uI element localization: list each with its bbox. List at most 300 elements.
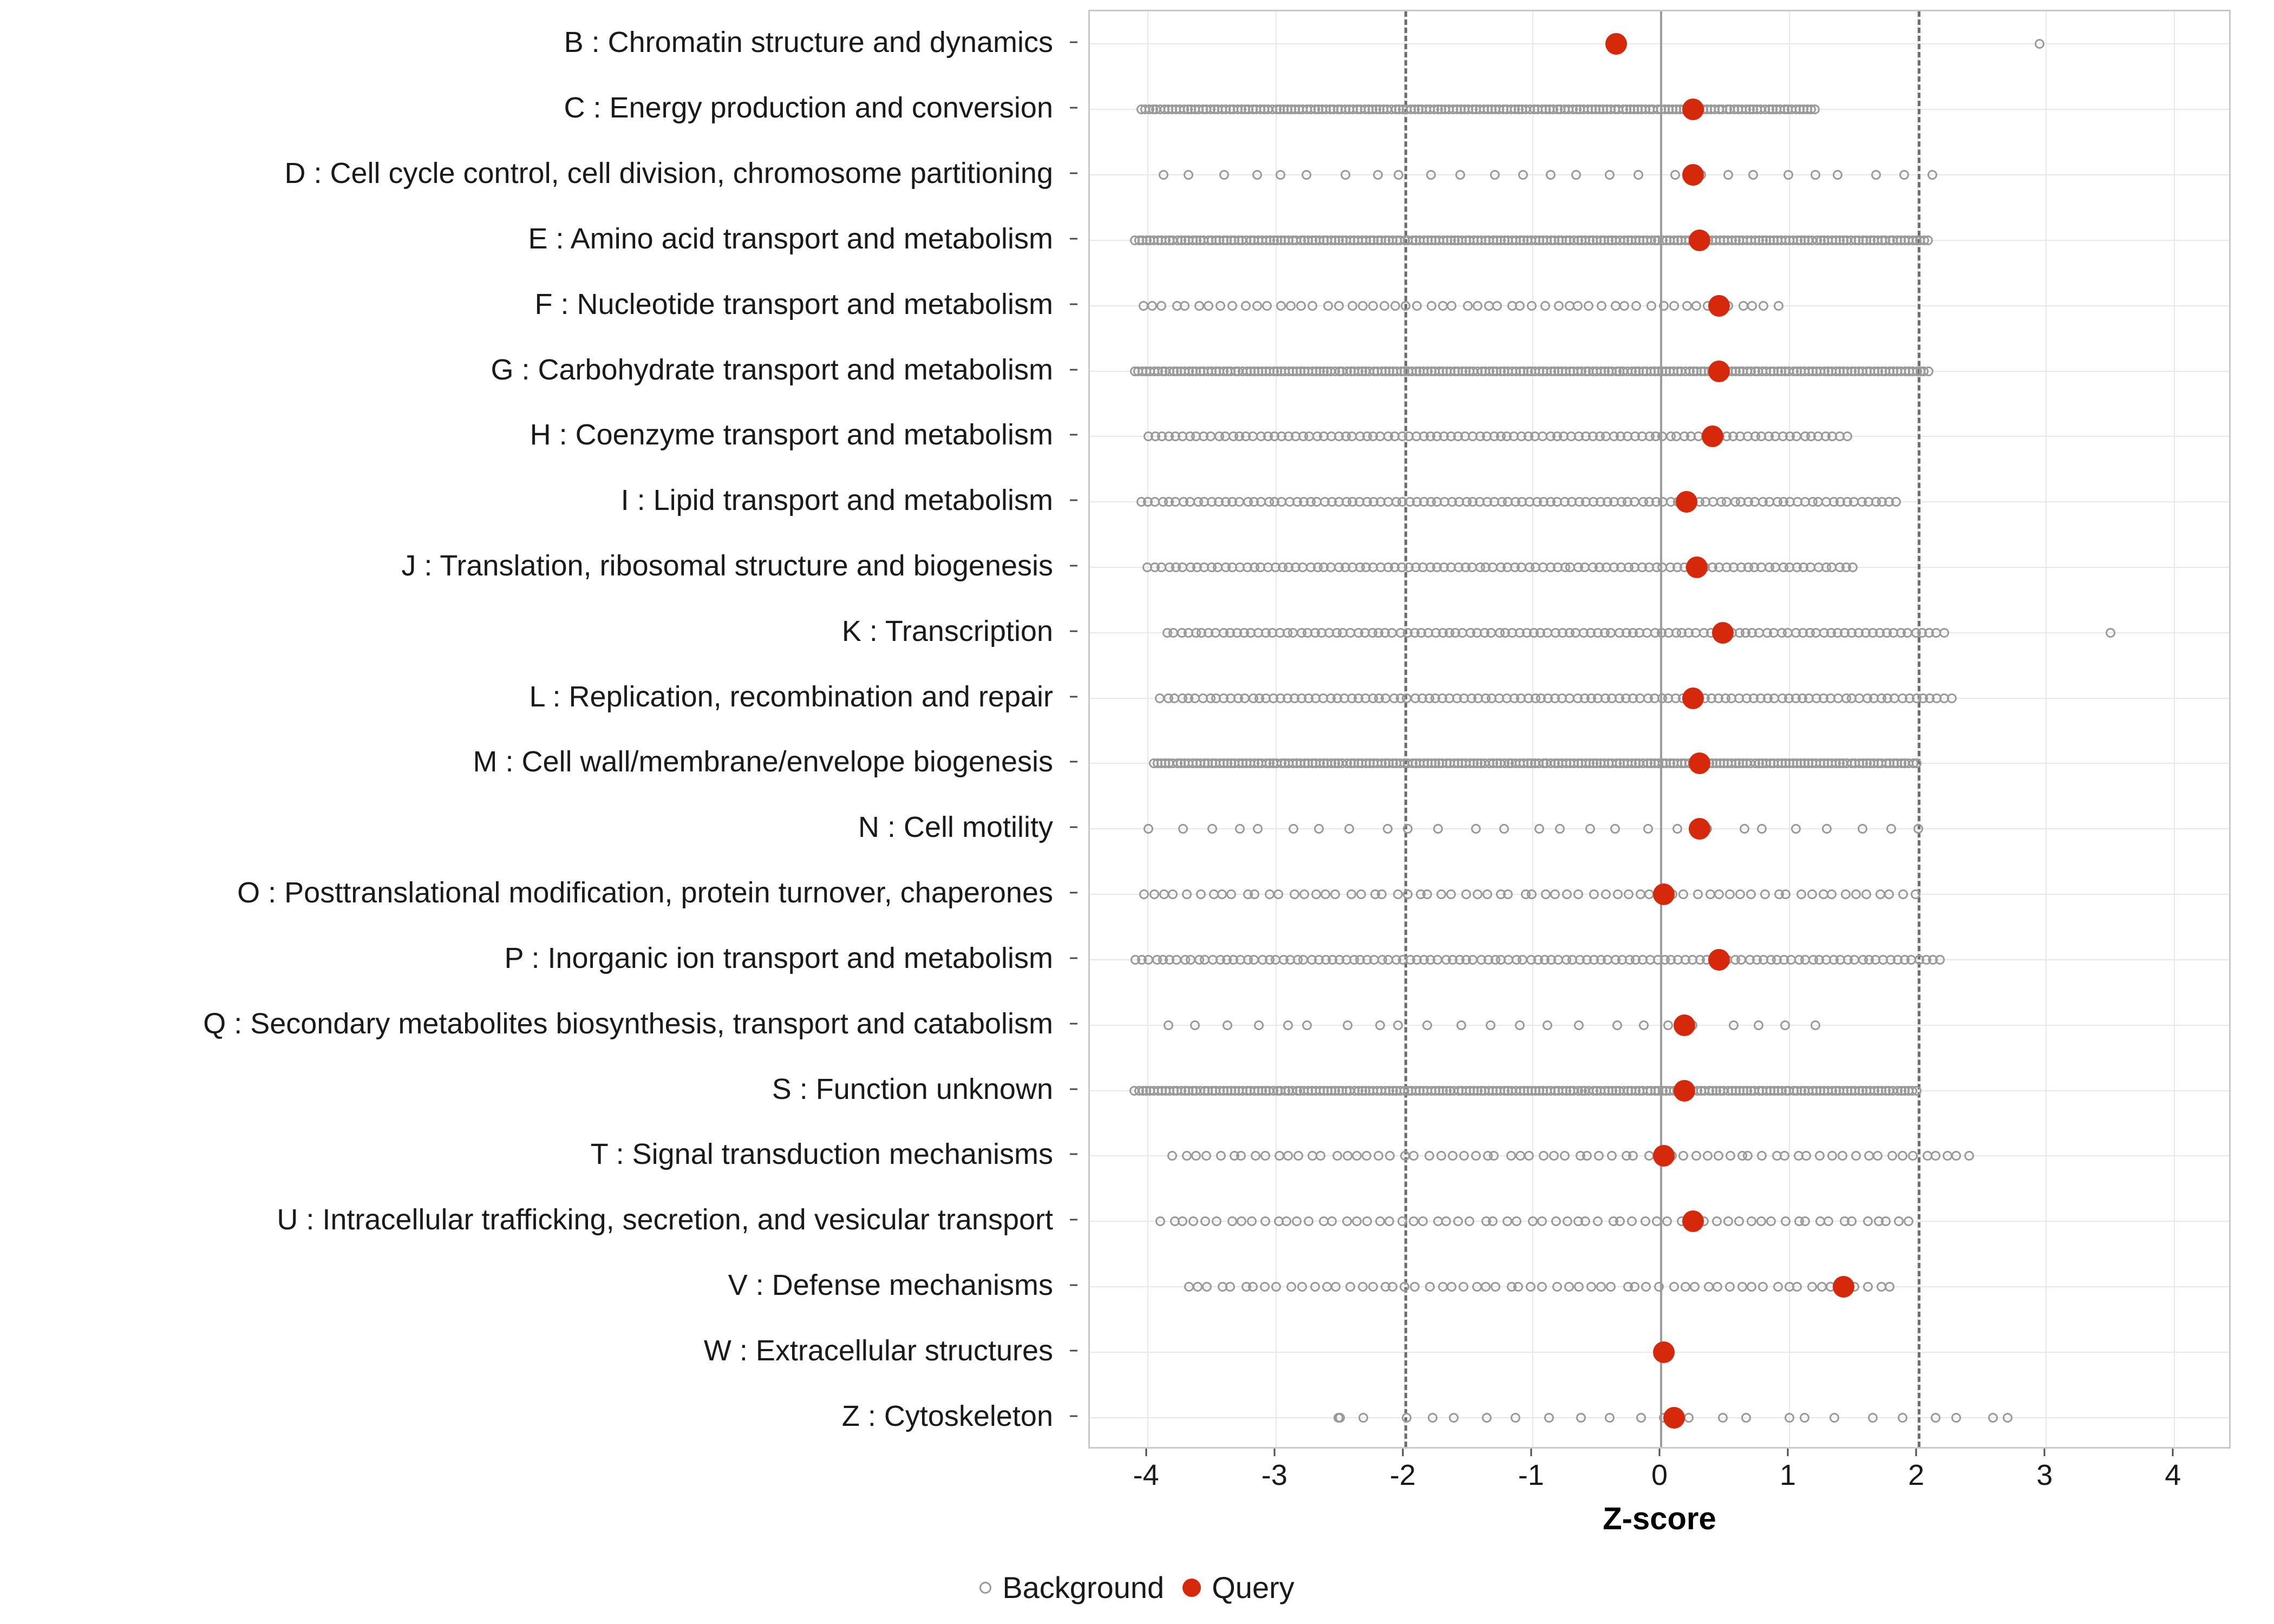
category-label: B : Chromatin structure and dynamics bbox=[564, 26, 1053, 59]
background-point bbox=[1842, 431, 1852, 441]
background-point bbox=[1646, 301, 1656, 311]
background-point bbox=[1352, 1216, 1362, 1226]
background-point bbox=[1560, 1151, 1570, 1161]
query-point bbox=[1708, 949, 1730, 971]
background-point bbox=[1641, 1282, 1651, 1292]
background-point bbox=[1644, 889, 1654, 899]
background-point bbox=[1248, 1282, 1258, 1292]
background-point bbox=[1159, 889, 1169, 899]
background-point bbox=[1227, 1216, 1237, 1226]
background-point bbox=[1571, 170, 1581, 180]
category-label: U : Intracellular trafficking, secretion, and vesicular transport bbox=[277, 1203, 1053, 1236]
background-point bbox=[1630, 1282, 1639, 1292]
legend-label-background: Background bbox=[1002, 1570, 1165, 1605]
x-tick-label: 4 bbox=[2165, 1459, 2181, 1491]
background-point bbox=[1253, 824, 1263, 834]
background-point bbox=[1247, 1216, 1257, 1226]
background-point bbox=[1714, 1151, 1723, 1161]
background-point bbox=[1885, 1282, 1894, 1292]
background-point bbox=[1526, 1282, 1535, 1292]
background-point bbox=[1447, 1282, 1456, 1292]
category-label: F : Nucleotide transport and metabolism bbox=[534, 287, 1053, 320]
x-tick-mark bbox=[2044, 1449, 2046, 1456]
background-point bbox=[1594, 1151, 1604, 1161]
background-point bbox=[1760, 889, 1770, 899]
x-tick-mark bbox=[1402, 1449, 1403, 1456]
x-axis bbox=[1088, 1449, 2231, 1497]
query-point bbox=[1689, 818, 1710, 840]
background-point bbox=[1314, 824, 1324, 834]
x-axis-title: Z-score bbox=[1603, 1501, 1716, 1536]
y-tick-mark bbox=[1070, 957, 1077, 959]
y-tick-mark bbox=[1070, 1088, 1077, 1090]
query-point bbox=[1708, 361, 1730, 382]
background-point bbox=[1471, 824, 1481, 834]
category-label: S : Function unknown bbox=[772, 1072, 1053, 1105]
background-point bbox=[1584, 301, 1593, 311]
background-point bbox=[1252, 301, 1262, 311]
background-point bbox=[1691, 301, 1701, 311]
background-point bbox=[1652, 1216, 1662, 1226]
background-point bbox=[1409, 1151, 1419, 1161]
x-gridline bbox=[1147, 11, 1148, 1447]
background-point bbox=[1747, 1216, 1756, 1226]
background-point bbox=[1188, 1216, 1198, 1226]
background-point bbox=[1216, 1151, 1226, 1161]
background-point bbox=[1427, 301, 1436, 311]
y-tick-mark bbox=[1070, 1415, 1077, 1417]
background-point bbox=[1380, 301, 1389, 311]
background-point bbox=[1554, 301, 1564, 311]
background-point bbox=[1824, 1216, 1833, 1226]
background-point bbox=[1456, 1020, 1466, 1030]
background-point bbox=[1290, 889, 1299, 899]
background-point bbox=[1250, 889, 1259, 899]
background-point bbox=[1235, 824, 1245, 834]
background-point bbox=[1898, 1413, 1907, 1423]
background-point bbox=[1927, 170, 1937, 180]
legend-item-query bbox=[1182, 1570, 1295, 1605]
background-point bbox=[1811, 170, 1820, 180]
background-point bbox=[1438, 1282, 1448, 1292]
background-point bbox=[1851, 1151, 1861, 1161]
background-point bbox=[1156, 301, 1166, 311]
background-point bbox=[1639, 1020, 1649, 1030]
background-point bbox=[1951, 1151, 1961, 1161]
background-point bbox=[1304, 1216, 1314, 1226]
background-point bbox=[1482, 1413, 1492, 1423]
background-point bbox=[1362, 1151, 1371, 1161]
background-point bbox=[1887, 1151, 1897, 1161]
background-point-outlier bbox=[2003, 1413, 2012, 1423]
background-point bbox=[1236, 1151, 1246, 1161]
x-tick-mark bbox=[1916, 1449, 1917, 1456]
background-point bbox=[1447, 301, 1456, 311]
background-point bbox=[1436, 889, 1446, 899]
y-tick-mark bbox=[1070, 1350, 1077, 1351]
background-point bbox=[1368, 301, 1378, 311]
background-point bbox=[1633, 170, 1643, 180]
background-point bbox=[1482, 889, 1492, 899]
category-label: M : Cell wall/membrane/envelope biogenesis bbox=[473, 745, 1053, 778]
background-point bbox=[1726, 1151, 1735, 1161]
background-point bbox=[1426, 170, 1436, 180]
background-point bbox=[1886, 824, 1896, 834]
y-tick-mark bbox=[1070, 42, 1077, 43]
background-point bbox=[1425, 1282, 1435, 1292]
category-label: W : Extracellular structures bbox=[703, 1334, 1053, 1367]
y-tick-mark bbox=[1070, 761, 1077, 763]
background-point bbox=[1848, 562, 1858, 572]
category-label: J : Translation, ribosomal structure and biogenesis bbox=[401, 549, 1053, 582]
query-point bbox=[1833, 1276, 1854, 1298]
background-point bbox=[1297, 1282, 1307, 1292]
category-label: T : Signal transduction mechanisms bbox=[590, 1138, 1053, 1171]
background-point bbox=[1334, 301, 1344, 311]
background-point bbox=[1180, 301, 1190, 311]
y-tick-mark bbox=[1070, 1154, 1077, 1155]
category-label: Z : Cytoskeleton bbox=[841, 1399, 1053, 1432]
background-point bbox=[1511, 1413, 1520, 1423]
background-point bbox=[1463, 301, 1473, 311]
background-point bbox=[1796, 889, 1806, 899]
background-point bbox=[1943, 1151, 1952, 1161]
category-label: H : Coenzyme transport and metabolism bbox=[530, 418, 1053, 451]
background-point bbox=[1190, 1020, 1200, 1030]
background-point bbox=[1541, 889, 1551, 899]
background-point bbox=[1323, 301, 1333, 311]
background-point bbox=[1712, 1216, 1722, 1226]
query-point bbox=[1689, 230, 1710, 251]
background-point bbox=[1781, 1216, 1791, 1226]
background-point bbox=[1299, 889, 1309, 899]
y-tick-mark bbox=[1070, 369, 1077, 370]
background-point bbox=[1539, 1151, 1548, 1161]
background-point bbox=[1873, 1151, 1883, 1161]
background-point bbox=[1534, 824, 1544, 834]
background-point bbox=[1147, 301, 1157, 311]
background-point bbox=[1446, 889, 1456, 899]
background-point bbox=[1347, 889, 1356, 899]
background-point bbox=[1822, 824, 1832, 834]
background-point bbox=[1331, 1282, 1341, 1292]
background-point bbox=[1573, 889, 1583, 899]
background-point bbox=[1191, 1151, 1201, 1161]
background-point bbox=[1168, 628, 1178, 638]
background-point bbox=[1164, 1020, 1173, 1030]
query-point bbox=[1682, 1210, 1704, 1232]
x-tick-mark bbox=[2172, 1449, 2174, 1456]
x-gridline bbox=[1532, 11, 1533, 1447]
background-point bbox=[1296, 301, 1306, 311]
background-point bbox=[1628, 1151, 1638, 1161]
background-point bbox=[1193, 1282, 1203, 1292]
background-point bbox=[1773, 1282, 1783, 1292]
background-point bbox=[1282, 1216, 1291, 1226]
open-circle-icon bbox=[979, 1582, 991, 1594]
background-point bbox=[1401, 301, 1410, 311]
background-point bbox=[1184, 170, 1193, 180]
background-point bbox=[1947, 693, 1957, 703]
background-point bbox=[1422, 889, 1432, 899]
query-point bbox=[1686, 556, 1708, 578]
background-point bbox=[1506, 1151, 1516, 1161]
background-point bbox=[1589, 889, 1599, 899]
y-tick-mark bbox=[1070, 630, 1077, 632]
background-point bbox=[1356, 889, 1366, 899]
background-point bbox=[1678, 889, 1688, 899]
background-point bbox=[1713, 1282, 1722, 1292]
background-point bbox=[1801, 1151, 1811, 1161]
background-point bbox=[1759, 301, 1768, 311]
background-point bbox=[1182, 1151, 1192, 1161]
y-tick-mark bbox=[1070, 238, 1077, 239]
background-point bbox=[1574, 1020, 1584, 1030]
background-point bbox=[1641, 1216, 1650, 1226]
y-tick-mark bbox=[1070, 827, 1077, 828]
background-point bbox=[1254, 1020, 1264, 1030]
background-point bbox=[1858, 824, 1867, 834]
background-point bbox=[1627, 1216, 1637, 1226]
background-point bbox=[1403, 824, 1413, 834]
background-point bbox=[1459, 1151, 1469, 1161]
background-point bbox=[1271, 1282, 1281, 1292]
background-point bbox=[1718, 1413, 1728, 1423]
background-point bbox=[1891, 497, 1901, 507]
background-point bbox=[1223, 1020, 1232, 1030]
x-gridline bbox=[1276, 11, 1277, 1447]
background-point bbox=[1757, 824, 1767, 834]
x-tick-label: -1 bbox=[1518, 1459, 1544, 1491]
background-point bbox=[1377, 889, 1387, 899]
y-tick-mark bbox=[1070, 500, 1077, 501]
background-point bbox=[1448, 1151, 1458, 1161]
query-point bbox=[1674, 1014, 1695, 1036]
x-tick-mark bbox=[1145, 1449, 1147, 1456]
background-point bbox=[1746, 889, 1756, 899]
y-tick-mark bbox=[1070, 303, 1077, 305]
background-point bbox=[1780, 1151, 1789, 1161]
background-point bbox=[1758, 1282, 1768, 1292]
background-point bbox=[1373, 170, 1383, 180]
background-point bbox=[1894, 1216, 1904, 1226]
background-point bbox=[1678, 1151, 1688, 1161]
background-point bbox=[1388, 1282, 1397, 1292]
background-point bbox=[1428, 1413, 1437, 1423]
background-point bbox=[1931, 1413, 1940, 1423]
background-point bbox=[1410, 1282, 1420, 1292]
background-point bbox=[1908, 1151, 1918, 1161]
background-point bbox=[1252, 170, 1262, 180]
background-point bbox=[1260, 1216, 1270, 1226]
background-point bbox=[1596, 1282, 1606, 1292]
background-point bbox=[1725, 1282, 1735, 1292]
background-point bbox=[1552, 1282, 1562, 1292]
x-tick-label: -4 bbox=[1133, 1459, 1159, 1491]
background-point bbox=[1643, 824, 1653, 834]
background-point bbox=[1486, 1020, 1495, 1030]
background-point bbox=[1807, 1282, 1817, 1292]
x-gridline bbox=[2046, 11, 2047, 1447]
background-point bbox=[1988, 1413, 1998, 1423]
category-label: I : Lipid transport and metabolism bbox=[620, 484, 1053, 517]
background-point bbox=[1400, 1282, 1409, 1292]
background-point bbox=[1935, 955, 1945, 965]
background-point bbox=[1227, 301, 1237, 311]
background-point bbox=[1597, 301, 1606, 311]
background-point bbox=[1217, 889, 1227, 899]
background-point bbox=[1610, 824, 1620, 834]
background-point bbox=[1663, 1020, 1673, 1030]
background-point bbox=[1528, 1216, 1538, 1226]
background-point bbox=[1384, 1216, 1394, 1226]
background-point bbox=[1549, 1151, 1559, 1161]
background-point bbox=[1293, 1151, 1303, 1161]
y-tick-mark bbox=[1070, 107, 1077, 109]
background-point bbox=[1302, 170, 1311, 180]
background-point bbox=[1393, 889, 1403, 899]
background-point bbox=[1402, 1413, 1412, 1423]
background-point bbox=[1612, 1020, 1622, 1030]
x-tick-label: 3 bbox=[2036, 1459, 2053, 1491]
background-point bbox=[1283, 1020, 1293, 1030]
background-point bbox=[1343, 1020, 1352, 1030]
filled-circle-icon bbox=[1182, 1579, 1201, 1597]
background-point bbox=[1403, 889, 1413, 899]
background-point bbox=[1899, 170, 1909, 180]
background-point bbox=[1216, 301, 1225, 311]
query-point bbox=[1682, 99, 1704, 120]
background-point bbox=[1527, 301, 1537, 311]
background-point bbox=[1375, 1216, 1385, 1226]
background-point bbox=[1348, 301, 1357, 311]
query-point bbox=[1682, 687, 1704, 709]
category-label: G : Carbohydrate transport and metabolism bbox=[491, 353, 1053, 386]
background-point bbox=[1219, 170, 1229, 180]
background-point bbox=[1302, 1020, 1312, 1030]
background-point bbox=[1260, 1151, 1270, 1161]
background-point bbox=[1562, 889, 1572, 899]
background-point bbox=[1327, 1216, 1337, 1226]
background-point bbox=[1735, 889, 1745, 899]
background-point bbox=[1884, 889, 1894, 899]
background-point bbox=[1537, 1216, 1547, 1226]
background-point bbox=[1276, 301, 1286, 311]
background-point bbox=[1774, 301, 1783, 311]
background-point bbox=[1512, 1216, 1521, 1226]
background-point bbox=[1241, 301, 1251, 311]
query-point bbox=[1653, 1145, 1675, 1167]
background-point bbox=[1631, 301, 1641, 311]
category-label: Q : Secondary metabolites biosynthesis, transport and catabolism bbox=[203, 1007, 1053, 1040]
background-point bbox=[1748, 170, 1758, 180]
background-point bbox=[1393, 1020, 1403, 1030]
background-point bbox=[1605, 170, 1615, 180]
y-gridline bbox=[1090, 43, 2229, 44]
x-tick-label: 1 bbox=[1780, 1459, 1796, 1491]
category-label: K : Transcription bbox=[841, 614, 1053, 647]
background-point bbox=[1473, 889, 1482, 899]
background-point bbox=[1876, 889, 1885, 899]
y-tick-mark bbox=[1070, 696, 1077, 697]
background-point bbox=[1453, 1216, 1463, 1226]
background-point bbox=[1939, 628, 1949, 638]
background-point bbox=[1624, 889, 1633, 899]
background-point bbox=[1344, 824, 1354, 834]
x-tick-label: 2 bbox=[1908, 1459, 1925, 1491]
background-point bbox=[1168, 889, 1178, 899]
background-point bbox=[1459, 1282, 1468, 1292]
background-point bbox=[1684, 1413, 1694, 1423]
background-point bbox=[1513, 1282, 1523, 1292]
y-tick-mark bbox=[1070, 892, 1077, 894]
background-point bbox=[1182, 889, 1192, 899]
background-point bbox=[1412, 301, 1422, 311]
background-point bbox=[1461, 889, 1471, 899]
background-point bbox=[1502, 1216, 1512, 1226]
background-point bbox=[1286, 1282, 1296, 1292]
background-point bbox=[1923, 235, 1933, 245]
background-point bbox=[1800, 1413, 1809, 1423]
y-tick-mark bbox=[1070, 173, 1077, 174]
background-point bbox=[1310, 1282, 1320, 1292]
background-point bbox=[1394, 170, 1403, 180]
background-point bbox=[1311, 889, 1321, 899]
background-point bbox=[1358, 1282, 1368, 1292]
query-point bbox=[1653, 883, 1675, 905]
background-point bbox=[1546, 170, 1556, 180]
background-point bbox=[1390, 301, 1400, 311]
query-point bbox=[1682, 164, 1704, 186]
background-point bbox=[1200, 1216, 1210, 1226]
x-tick-mark bbox=[1787, 1449, 1789, 1456]
background-point bbox=[1669, 301, 1679, 311]
background-point-outlier bbox=[1335, 1413, 1345, 1423]
legend-label-query: Query bbox=[1212, 1570, 1295, 1605]
background-point bbox=[1863, 1216, 1873, 1226]
background-point bbox=[1838, 1151, 1847, 1161]
background-point bbox=[1863, 1282, 1873, 1292]
background-point bbox=[1503, 889, 1513, 899]
background-point bbox=[1441, 1216, 1451, 1226]
category-axis-labels bbox=[0, 0, 1075, 1456]
background-point bbox=[1613, 889, 1623, 899]
background-point bbox=[1951, 1413, 1961, 1423]
background-point bbox=[1682, 301, 1692, 311]
background-point bbox=[1202, 1282, 1212, 1292]
background-point bbox=[1574, 1282, 1584, 1292]
background-point bbox=[1740, 824, 1749, 834]
background-point bbox=[1251, 1151, 1260, 1161]
background-point bbox=[1515, 301, 1525, 311]
background-point bbox=[1800, 1216, 1810, 1226]
y-tick-mark bbox=[1070, 434, 1077, 436]
background-point bbox=[1864, 1151, 1874, 1161]
background-point bbox=[1345, 1282, 1355, 1292]
background-point bbox=[1747, 1282, 1756, 1292]
background-point bbox=[1543, 1020, 1552, 1030]
background-point bbox=[1436, 1151, 1446, 1161]
background-point bbox=[1544, 1413, 1554, 1423]
plot-area bbox=[1090, 11, 2229, 1447]
background-point bbox=[1422, 1020, 1432, 1030]
background-point bbox=[1780, 1020, 1790, 1030]
background-point bbox=[1690, 1282, 1700, 1292]
query-point bbox=[1702, 425, 1723, 447]
threshold-reference-line bbox=[1918, 11, 1920, 1447]
background-point bbox=[1362, 1216, 1372, 1226]
background-point bbox=[1383, 824, 1393, 834]
